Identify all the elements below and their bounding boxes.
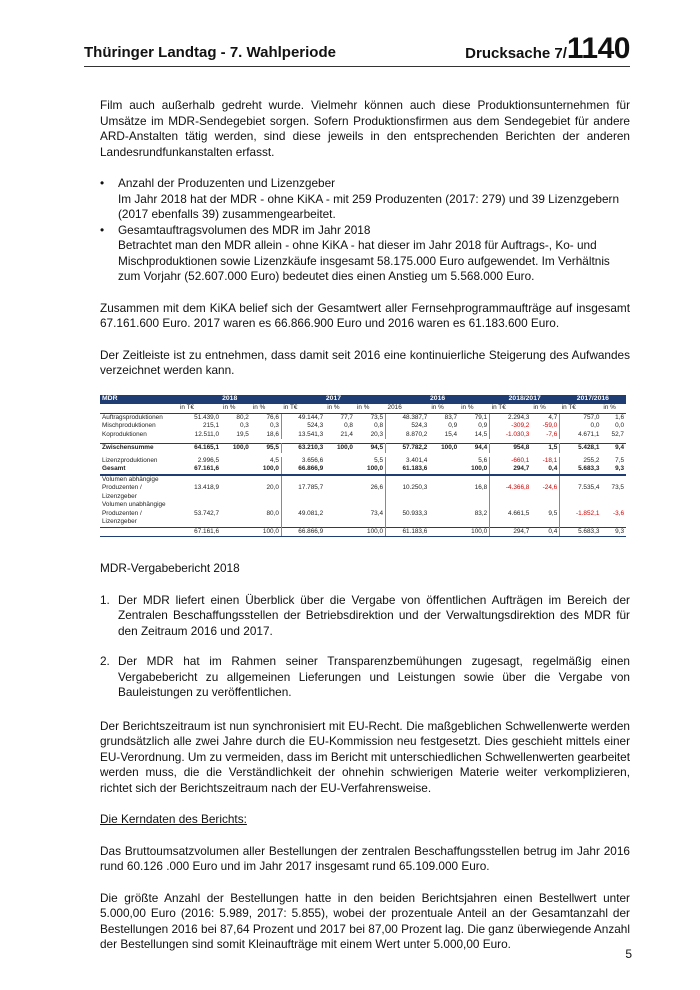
table-row [100,465,626,475]
table-cell: 12.511,0 [194,430,220,438]
table-cell: 100,0 [355,465,386,475]
table-cell: 80,0 [251,501,282,527]
table-cell: -7,6 [531,431,559,440]
table-cell: 20,0 [251,475,282,502]
table-cell: -59,0 [531,422,559,431]
table-cell: 9,4 [601,444,626,453]
column-header: in % [459,404,490,414]
table-cell: 100,0 [459,527,490,537]
bullet-text: Betrachtet man den MDR allein - ohne KiKA - hat dieser im Jahr 2018 für Auftrags-, Ko- und Mischproduktionen sowie Lizenzkäufe insgesamt 58.175.000 Euro aufgewendet. Im Verhältnis zum Vorjahr (52.607.000 Euro) bedeutet dies einen Anstieg um 5.568.000 Euro. [118,238,610,283]
table-cell: 0,3 [251,422,282,431]
production-volume-table-wrap [100,395,630,538]
drucksache-label: Drucksache 7/ [465,45,567,62]
table-cell: 7.535,4 [560,475,602,502]
numbered-list [100,593,630,701]
table-cell [221,475,251,502]
table-cell: 20,3 [355,431,386,440]
table-cell: 100,0 [459,465,490,475]
table-cell [221,465,251,475]
list-item [100,654,630,701]
table-cell: 4,5 [251,457,282,466]
table-row [100,422,626,431]
table-cell: 4.671,1 [578,430,600,438]
table-cell: 255,2 [583,456,600,464]
drucksache-id [465,32,630,66]
table-cell: 5.683,3 [560,527,602,537]
row-label [100,527,178,537]
table-cell: 53.742,7 [194,509,220,517]
table-cell: 0,4 [531,465,559,475]
table-cell: 9,3 [601,527,626,537]
table-row [100,457,626,466]
group-header: 2018 [178,395,281,404]
production-volume-table [100,395,626,538]
subheading: Die Kerndaten des Berichts: [100,812,247,826]
table-cell: 0,8 [344,422,353,429]
table-row [100,527,626,537]
table-cell: 5,6 [459,457,490,466]
paragraph: Film auch außerhalb gedreht wurde. Vielmehr können auch diese Produktionsunternehmen für Umsätze im MDR-Sendegebiet sorgen. Sofern Produktionsfirmen aus dem Sendegebiet für andere ARD-Anstalten tätig werden, sind diese jeweils in den entsprechenden Berichten der anderen Landesrundfunkanstalten erfasst. [100,98,630,159]
table-cell [429,457,459,466]
item-number: 1. [100,592,110,607]
table-cell [429,465,459,475]
table-cell: -24,6 [531,475,559,502]
table-cell: 3.656,6 [301,456,324,464]
row-label: Mischproduktionen [102,422,156,429]
item-text: Der MDR liefert einen Überblick über die Vergabe von öffentlichen Aufträgen im Bereich der Zentralen Beschaffungsstellen der Betriebsdirektion und der Verwaltungsdirektion des MDR für den Zeitraum 2016 und 2017. [118,592,630,638]
table-cell: 215,1 [203,422,220,429]
list-item [100,223,630,285]
table-cell: 49.081,2 [298,509,324,517]
table-cell: 73,4 [355,501,386,527]
table-cell: 48.387,7 [402,413,428,421]
table-cell: 0,0 [615,422,624,429]
table-cell: 4.661,5 [508,509,530,517]
table-cell: 1,6 [615,413,624,421]
table-cell: 524,3 [411,422,428,429]
row-label: Gesamt [100,465,178,475]
row-label: Volumen abhängige Produzenten / Lizenzgeber [100,475,178,502]
group-header: 2017/2016 [560,395,626,404]
column-header: in % [251,404,282,414]
page-header [84,30,630,67]
table-cell: 19,5 [236,430,249,438]
table-cell: 0,8 [355,422,386,431]
table-cell: 95,5 [251,444,282,453]
bullet-text: Im Jahr 2018 hat der MDR - ohne KiKA - mit 259 Produzenten (2017: 279) und 39 Lizenzgebern (2017 ebenfalls 39) zusammengearbeitet. [118,191,620,221]
table-body [100,413,626,537]
table-cell: 0,0 [590,422,600,429]
bullet-title: • Gesamtauftragsvolumen des MDR im Jahr 2018 [118,222,371,237]
table-cell: 80,2 [236,413,249,421]
table-cell: 94,5 [355,444,386,453]
column-header: in % [601,404,626,414]
table-cell: 14,5 [459,431,490,440]
table-row [100,475,626,502]
table-cell [325,457,355,466]
bullet-title: • Anzahl der Produzenten und Lizenzgeber [118,176,336,190]
row-label: Volumen unabhängige Produzenten / Lizenzgeber [102,501,166,525]
table-cell: -4.366,8 [490,475,532,502]
table-cell: 67.161,6 [178,465,221,475]
table-cell: 57.782,2 [386,444,430,453]
table-cell [221,527,251,537]
table-cell: 7,5 [615,456,624,464]
table-cell: 73,5 [355,413,386,422]
table-cell: 3.401,4 [406,456,428,464]
table-cell: 4,7 [531,413,559,422]
paragraph: Das Bruttoumsatzvolumen aller Bestellungen der zentralen Beschaffungsstellen betrug im Jahr 2016 rund 60.126 .000 Euro und im Jahr 2017 insgesamt rund 65.109.000 Euro. [100,843,630,873]
table-cell: 294,7 [490,465,532,475]
drucksache-number: 1140 [566,32,630,65]
table-cell: 10.250,3 [386,475,430,502]
table-cell [429,475,459,502]
table-cell: 13.541,3 [298,430,324,438]
table-cell: 51.439,0 [194,413,220,421]
table-cell: -18,1 [531,457,559,466]
table-row [100,444,626,453]
table-cell: 76,6 [251,413,282,422]
column-header: in T€ [281,404,325,414]
paragraph: Die größte Anzahl der Bestellungen hatte in den beiden Berichtsjahren einen Bestellwert unter 5.000,00 Euro (2016: 5.989, 2017: 5.855), wobei der prozentuale Anteil an der Gesamtanzahl der Bestellungen 2016 bei 87,64 Prozent und 2017 bei 87,00 Prozent lag. Die ganz überwiegende Anzahl der Bestellungen sind somit Kleinaufträge mit einem Wert unter 5.000,00 Euro. [100,890,630,951]
row-label: Zwischensumme [100,444,178,453]
table-row [100,413,626,422]
parliament-title: Thüringer Landtag - 7. Wahlperiode [84,44,336,61]
table-cell: 100,0 [325,444,355,453]
table-cell: 18,6 [251,431,282,440]
table-cell: 63.210,3 [281,444,325,453]
group-header: 2016 [386,395,490,404]
page-number: 5 [625,947,632,961]
column-header: in % [429,404,459,414]
column-header: in % [325,404,355,414]
table-cell: 100,0 [355,527,386,537]
table-cell: 9,5 [531,501,559,527]
table-cell: 67.161,6 [178,527,221,537]
table-cell: 94,4 [459,444,490,453]
table-cell [325,527,355,537]
row-label: Lizenzproduktionen [102,456,158,464]
table-cell: 0,3 [239,422,249,429]
table-cell: 50.933,3 [402,509,428,517]
table-cell: 17.785,7 [281,475,325,502]
table-cell: 524,3 [307,422,324,429]
table-subheader [100,404,626,414]
paragraph: Der Berichtszeitraum ist nun synchronisiert mit EU-Recht. Die maßgeblichen Schwellenwerte werden grundsätzlich alle zwei Jahre durch die EU-Kommission neu festgesetzt. Dies geschieht mittels einer EU-Verordnung. Um zu vermeiden, dass im Bericht mit unterschiedlichen Schwellenwerten gearbeitet werden muss, die die Verständlichkeit der ohnehin schwierigen Materie weiter verkomplizieren, richtet sich der Berichtszeitraum nach der EU-Verfahrensweise. [100,718,630,795]
table-cell: 757,0 [583,413,600,421]
column-header: in T€ [560,404,602,414]
group-header: 2018/2017 [490,395,560,404]
table-cell: 0,9 [448,422,458,429]
column-header: in % [221,404,251,414]
item-number: 2. [100,654,110,668]
table-corner: MDR [100,395,178,404]
table-cell: -660,1 [511,456,530,464]
table-cell [429,527,459,537]
table-cell [221,457,251,466]
list-item [100,593,630,640]
table-cell: 1,5 [531,444,559,453]
group-header: 2017 [281,395,385,404]
column-header: in % [355,404,386,414]
table-cell: 83,2 [459,501,490,527]
table-cell: 16,8 [459,475,490,502]
row-label: Auftragsproduktionen [102,413,163,421]
table-cell: 100,0 [429,444,459,453]
table-cell: 73,5 [601,475,626,502]
table-cell: 64.165,1 [178,444,221,453]
paragraph: Der Zeitleiste ist zu entnehmen, dass damit seit 2016 eine kontinuierliche Steigerung des Aufwandes verzeichnet werden kann. [100,347,630,377]
bullet-list [100,176,630,285]
table-cell: 9,3 [601,465,626,475]
section-title: MDR-Vergabebericht 2018 [100,561,240,575]
table-row [100,431,626,440]
page-body [100,98,630,969]
column-header: in % [531,404,559,414]
table-cell: 100,0 [251,465,282,475]
table-cell: -1.852,1 [575,509,600,517]
table-cell: 0,9 [459,422,490,431]
column-header: 2016 [386,404,430,414]
table-cell: 61.183,6 [386,465,430,475]
table-cell: 49.144,7 [298,413,324,421]
table-cell: 15,4 [444,430,458,438]
paragraph: Zusammen mit dem KiKA belief sich der Gesamtwert aller Fernsehprogrammaufträge auf insgesamt 67.161.600 Euro. 2017 waren es 66.866.900 Euro und 2016 waren es 61.183.600 Euro. [100,300,630,330]
item-text: Der MDR hat im Rahmen seiner Transparenzbemühungen zugesagt, regelmäßig einen Vergabebericht zu allgemeinen Lieferungen und Leistungen sowie über die Vergabe von Bauleistungen zu veröffentlichen. [118,654,630,699]
table-cell: 52,7 [611,430,624,438]
table-cell: 66.866,9 [281,465,325,475]
row-label: Koproduktionen [102,430,147,438]
column-header: in T€ [178,404,221,414]
table-cell: 83,7 [444,413,458,421]
table-cell: 5.428,1 [560,444,602,453]
column-header: in T€ [490,404,532,414]
table-cell: 100,0 [251,527,282,537]
table-cell: 21,4 [340,430,353,438]
table-cell: 66.866,9 [281,527,325,537]
table-cell: 13.418,9 [178,475,221,502]
table-cell: 8.870,2 [406,430,428,438]
table-cell: -3,6 [612,509,624,517]
table-cell [429,501,459,527]
table-group-header [100,395,626,404]
table-cell: 294,7 [490,527,532,537]
table-cell: -1.030,3 [505,430,530,438]
table-cell: 5.683,3 [560,465,602,475]
table-cell: 954,8 [490,444,532,453]
table-cell [221,501,251,527]
table-cell: 77,7 [340,413,353,421]
table-cell: 2.996,5 [197,456,220,464]
table-row [100,501,626,527]
table-cell [325,501,355,527]
table-cell [325,475,355,502]
table-cell: 5,5 [355,457,386,466]
table-cell: -309,2 [511,422,530,429]
table-cell: 61.183,6 [386,527,430,537]
table-cell: 2.294,3 [508,413,530,421]
table-cell: 0,4 [531,527,559,537]
table-cell: 79,1 [459,413,490,422]
list-item [100,176,630,223]
table-cell: 100,0 [221,444,251,453]
table-cell [325,465,355,475]
table-cell: 26,6 [355,475,386,502]
